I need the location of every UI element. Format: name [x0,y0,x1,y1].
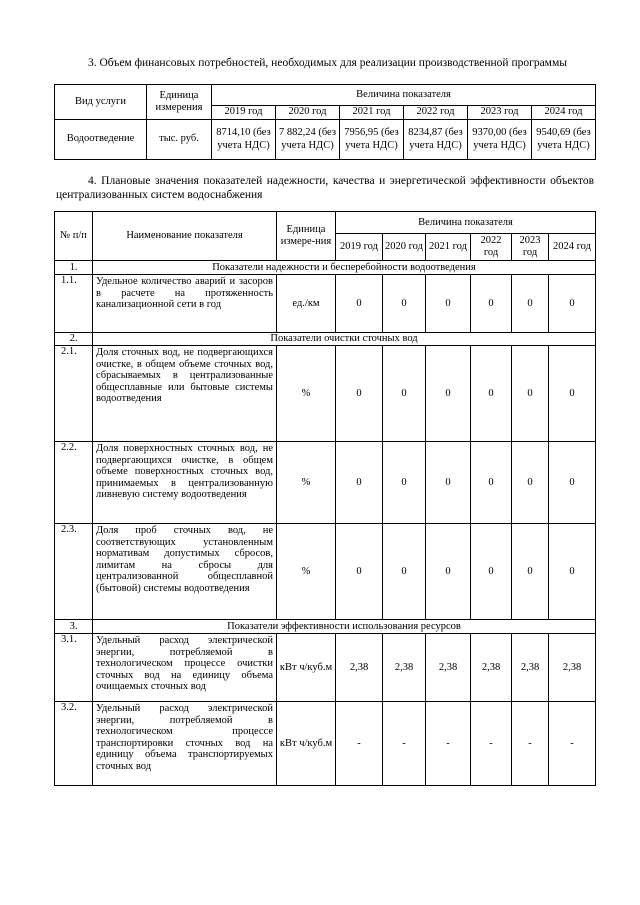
value-cell: 2,38 [383,634,426,702]
row-num: 3.2. [55,702,93,786]
unit-cell: тыс. руб. [147,120,212,160]
value-cell: 0 [426,275,471,333]
header-service: Вид услуги [55,85,147,120]
row-unit: % [277,346,336,442]
value-cell: - [512,702,549,786]
value-cell: 0 [471,275,512,333]
header-name: Наименование показателя [93,212,277,261]
section-3-title: 3. Объем финансовых потребностей, необходимых для реализации производственной программы [88,57,567,69]
value-cell: 8234,87 (без учета НДС) [404,120,468,160]
row-unit: % [277,442,336,524]
row-unit: кВт ч/куб.м [277,634,336,702]
header-year: 2023 год [512,234,549,261]
row-name: Доля сточных вод, не подвергающихся очистке, в общем объеме сточных вод, сбрасываемых в централизованные общесплавные или бытовые системы водоотведения [93,346,277,442]
value-cell: - [426,702,471,786]
row-unit: % [277,524,336,620]
value-cell: 7 882,24 (без учета НДС) [276,120,340,160]
value-cell: - [383,702,426,786]
header-value: Величина показателя [336,212,596,234]
header-num: № п/п [55,212,93,261]
header-year: 2019 год [212,106,276,120]
section-row [55,333,596,346]
group-num: 3. [55,620,93,634]
group-title: Показатели надежности и бесперебойности водоотведения [93,261,596,275]
header-year: 2019 год [336,234,383,261]
value-cell: 2,38 [512,634,549,702]
header-unit: Единица измерения [147,85,212,120]
row-unit: кВт ч/куб.м [277,702,336,786]
value-cell: 0 [426,442,471,524]
value-cell: 0 [471,442,512,524]
financial-needs-table [54,84,596,160]
value-cell: 0 [471,346,512,442]
value-cell: - [336,702,383,786]
header-year: 2023 год [468,106,532,120]
header-year: 2022 год [404,106,468,120]
value-cell: 0 [426,346,471,442]
value-cell: 2,38 [549,634,596,702]
value-cell: 0 [336,275,383,333]
row-num: 3.1. [55,634,93,702]
section-row [55,620,596,634]
row-num: 2.3. [55,524,93,620]
header-year: 2024 год [532,106,596,120]
row-num: 2.1. [55,346,93,442]
value-cell: 0 [426,524,471,620]
row-name: Доля проб сточных вод, не соответствующих установленным нормативам допустимых сбросов, лимитам на сбросы для централизованной общесплавной (бытовой) системы водоотведения [93,524,277,620]
value-cell: 0 [549,442,596,524]
value-cell: 0 [336,442,383,524]
header-unit: Единица измере-ния [277,212,336,261]
service-cell: Водоотведение [55,120,147,160]
header-year: 2021 год [340,106,404,120]
header-year: 2021 год [426,234,471,261]
indicators-table [54,211,596,786]
value-cell: 2,38 [336,634,383,702]
group-title: Показатели эффективности использования ресурсов [93,620,596,634]
value-cell: 2,38 [471,634,512,702]
value-cell: - [471,702,512,786]
table-row [55,275,596,333]
value-cell: 0 [512,524,549,620]
value-cell: 7956,95 (без учета НДС) [340,120,404,160]
row-name: Удельный расход электрической энергии, потребляемой в технологическом процессе очистки сточных вод на единицу объема очищаемых сточных вод [93,634,277,702]
header-year: 2024 год [549,234,596,261]
group-title: Показатели очистки сточных вод [93,333,596,346]
value-cell: 8714,10 (без учета НДС) [212,120,276,160]
value-cell: 0 [512,275,549,333]
header-year: 2022 год [471,234,512,261]
value-cell: - [549,702,596,786]
value-cell: 0 [383,524,426,620]
table-row [55,702,596,786]
table-row [55,524,596,620]
value-cell: 0 [336,346,383,442]
section-row [55,261,596,275]
table-row [55,346,596,442]
row-unit: ед./км [277,275,336,333]
header-year: 2020 год [383,234,426,261]
value-cell: 0 [512,442,549,524]
value-cell: 9540,69 (без учета НДС) [532,120,596,160]
value-cell: 0 [549,275,596,333]
value-cell: 0 [512,346,549,442]
value-cell: 0 [383,346,426,442]
row-name: Доля поверхностных сточных вод, не подвергающихся очистке, в общем объеме поверхностных сточных вод, принимаемых в централизованную ливневую систему водоотведения [93,442,277,524]
value-cell: 0 [383,442,426,524]
value-cell: 9370,00 (без учета НДС) [468,120,532,160]
row-num: 2.2. [55,442,93,524]
value-cell: 0 [549,346,596,442]
table-row [55,120,596,160]
value-cell: 2,38 [426,634,471,702]
value-cell: 0 [471,524,512,620]
value-cell: 0 [549,524,596,620]
row-name: Удельный расход электрической энергии, потребляемой в технологическом процессе транспортировки сточных вод на единицу объема транспортируемых сточных вод [93,702,277,786]
value-cell: 0 [383,275,426,333]
header-year: 2020 год [276,106,340,120]
group-num: 1. [55,261,93,275]
row-num: 1.1. [55,275,93,333]
group-num: 2. [55,333,93,346]
row-name: Удельное количество аварий и засоров в расчете на протяженность канализационной сети в год [93,275,277,333]
table-row [55,634,596,702]
section-4-title: 4. Плановые значения показателей надежности, качества и энергетической эффективности объектов централизованных систем водоснабжения [56,175,594,201]
header-value: Величина показателя [212,85,596,106]
value-cell: 0 [336,524,383,620]
table-row [55,442,596,524]
